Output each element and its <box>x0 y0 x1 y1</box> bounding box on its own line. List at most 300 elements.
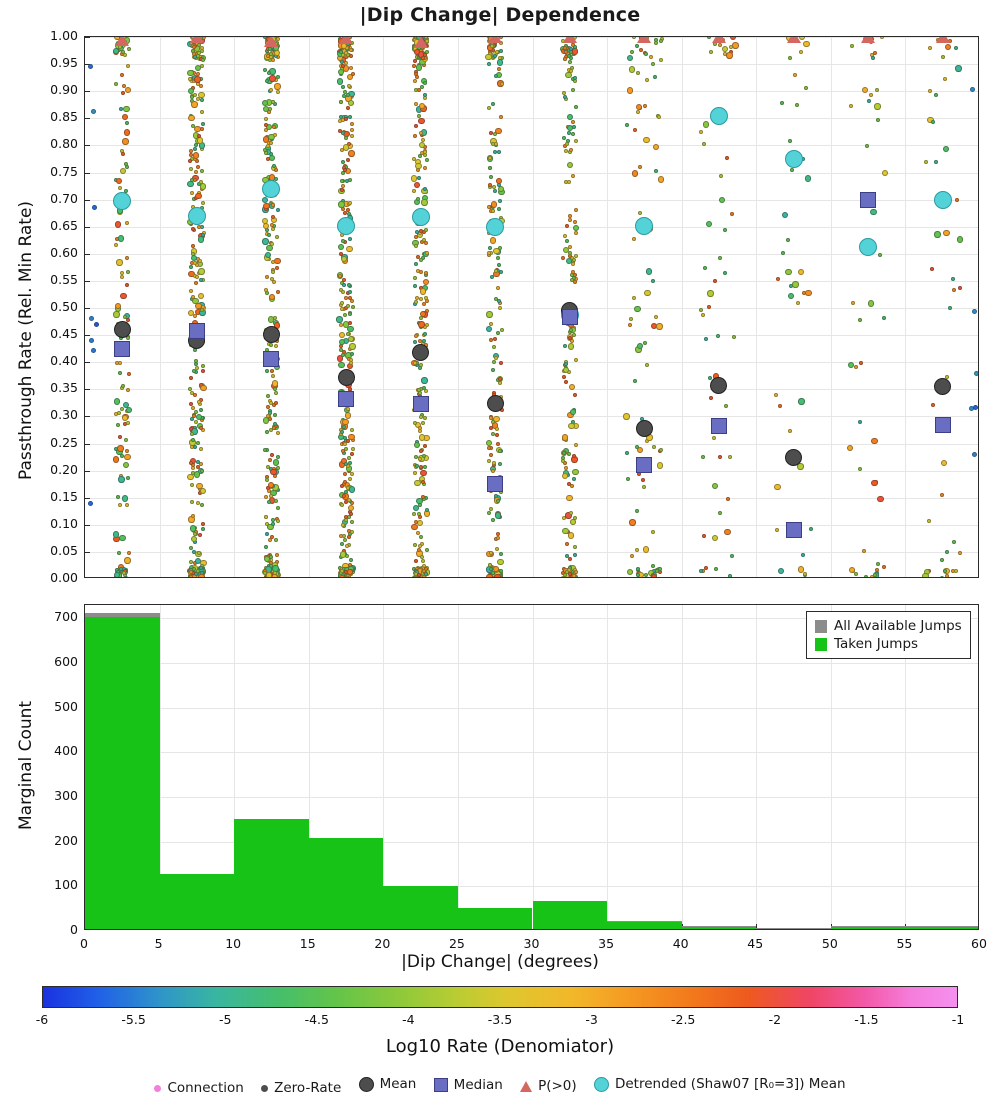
connection-point <box>116 495 120 499</box>
legend-item-median <box>434 1077 503 1093</box>
connection-point <box>269 428 273 432</box>
connection-point <box>632 237 636 241</box>
connection-point <box>489 175 493 179</box>
connection-point <box>346 158 350 162</box>
connection-point <box>126 421 130 425</box>
connection-point <box>572 454 576 458</box>
connection-point <box>729 45 733 49</box>
connection-point <box>877 496 883 502</box>
connection-point <box>193 152 199 158</box>
connection-point <box>571 262 575 266</box>
connection-point <box>194 76 200 82</box>
y-tick-label: 0.70 <box>50 190 78 206</box>
tick-mark <box>85 335 90 336</box>
connection-point <box>561 256 565 260</box>
connection-point <box>349 54 353 58</box>
connection-point <box>341 449 345 453</box>
connection-point <box>269 88 273 92</box>
connection-point <box>573 553 577 557</box>
y-tick-label: 100 <box>54 877 78 893</box>
connection-point <box>716 334 720 338</box>
connection-point <box>267 500 271 504</box>
connection-point <box>714 567 718 571</box>
connection-point <box>571 174 575 178</box>
connection-point <box>273 133 277 137</box>
connection-point <box>726 52 732 58</box>
connection-point <box>496 178 502 184</box>
connection-point <box>423 444 427 448</box>
gridline <box>85 708 978 709</box>
median-marker <box>189 323 205 339</box>
connection-point <box>565 142 569 146</box>
connection-point <box>799 50 803 54</box>
connection-point <box>200 110 204 114</box>
connection-point <box>972 309 977 314</box>
connection-point <box>198 92 204 98</box>
connection-point <box>418 429 422 433</box>
p-gt0-marker <box>936 36 950 43</box>
gridline <box>905 37 906 577</box>
connection-point <box>124 129 130 135</box>
detrended-mean-marker <box>412 208 430 226</box>
connection-point <box>349 343 355 349</box>
legend-item-mean <box>359 1076 417 1092</box>
connection-point <box>189 289 193 293</box>
connection-point <box>414 124 418 128</box>
connection-point <box>571 88 575 92</box>
connection-point <box>423 416 427 420</box>
connection-point <box>788 56 792 60</box>
connection-point <box>91 348 96 353</box>
x-tick-label: 30 <box>523 936 540 951</box>
connection-point <box>348 321 352 325</box>
connection-point <box>194 577 198 578</box>
connection-point <box>637 343 643 349</box>
connection-point <box>418 118 424 124</box>
gridline <box>85 389 978 390</box>
connection-point <box>485 54 491 60</box>
connection-point <box>574 254 578 258</box>
connection-point <box>263 203 269 209</box>
connection-point <box>418 321 424 327</box>
connection-point <box>495 433 499 437</box>
connection-point <box>417 176 421 180</box>
connection-point <box>116 423 120 427</box>
connection-point <box>413 59 417 63</box>
connection-point <box>638 165 642 169</box>
connection-point <box>349 66 353 70</box>
connection-point <box>115 361 119 365</box>
connection-point <box>113 531 119 537</box>
connection-point <box>413 79 417 83</box>
connection-point <box>656 323 662 329</box>
connection-point <box>196 441 200 445</box>
scatter-y-axis-label: Passthrough Rate (Rel. Min Rate) <box>16 200 36 480</box>
connection-point <box>190 191 194 195</box>
connection-point <box>423 465 427 469</box>
gridline <box>533 605 534 929</box>
connection-point <box>645 363 649 367</box>
connection-point <box>948 306 952 310</box>
connection-point <box>492 345 496 349</box>
connection-point <box>346 304 350 308</box>
connection-point <box>635 548 639 552</box>
connection-point <box>972 452 977 457</box>
connection-point <box>423 279 429 285</box>
connection-point <box>125 256 129 260</box>
connection-point <box>653 144 659 150</box>
connection-point <box>778 568 784 574</box>
connection-point <box>413 134 417 138</box>
connection-point <box>271 100 275 104</box>
y-tick-label: 1.00 <box>50 28 78 43</box>
connection-point <box>421 377 427 383</box>
connection-point <box>493 189 497 193</box>
connection-point <box>341 239 345 243</box>
connection-point <box>343 442 347 446</box>
connection-point <box>945 574 949 578</box>
connection-point <box>269 75 275 81</box>
connection-point <box>349 558 353 562</box>
y-tick-label: 500 <box>54 698 78 714</box>
connection-point <box>780 101 784 105</box>
connection-point <box>193 55 197 59</box>
connection-point <box>419 535 423 539</box>
colorbar-tick-label: -1.5 <box>854 1012 879 1027</box>
connection-point <box>117 551 121 555</box>
connection-point <box>954 569 958 573</box>
connection-point <box>703 266 707 270</box>
connection-point <box>340 569 344 573</box>
connection-point <box>268 538 272 542</box>
connection-point <box>424 228 428 232</box>
gridline <box>85 663 978 664</box>
gridline <box>85 308 978 309</box>
connection-point <box>703 121 709 127</box>
mean-marker <box>710 377 727 394</box>
connection-point <box>119 107 123 111</box>
connection-point <box>189 376 193 380</box>
connection-point <box>487 459 491 463</box>
connection-point <box>497 67 501 71</box>
connection-point <box>193 147 197 151</box>
connection-point <box>412 512 416 516</box>
connection-point <box>421 559 425 563</box>
connection-point <box>635 445 639 449</box>
detrended-mean-marker <box>635 217 653 235</box>
legend-label: Detrended (Shaw07 [R₀=3]) Mean <box>614 1076 846 1092</box>
connection-point <box>796 301 800 305</box>
connection-point <box>264 117 268 121</box>
bar-taken-jumps <box>234 819 309 930</box>
connection-point <box>870 575 874 578</box>
connection-point <box>262 238 268 244</box>
colorbar-tick-label: -3.5 <box>487 1012 513 1027</box>
connection-point <box>264 128 268 132</box>
connection-point <box>266 405 270 409</box>
connection-point <box>336 316 342 322</box>
gridline <box>756 37 757 577</box>
y-tick-label: 0.80 <box>50 136 78 152</box>
connection-point <box>123 462 129 468</box>
connection-point <box>498 449 502 453</box>
connection-point <box>850 44 854 48</box>
connection-point <box>869 93 873 97</box>
gridline <box>682 605 683 929</box>
gridline <box>85 525 978 526</box>
connection-point <box>651 530 655 534</box>
connection-point <box>865 144 869 148</box>
legend-item-detrended <box>594 1076 846 1092</box>
connection-point <box>643 546 649 552</box>
connection-point <box>194 420 198 424</box>
connection-point <box>563 234 567 238</box>
colorbar-tick-label: -4 <box>402 1012 415 1027</box>
connection-point <box>118 235 124 241</box>
mean-marker <box>114 321 131 338</box>
connection-point <box>563 95 567 99</box>
connection-point <box>566 495 572 501</box>
x-tick-label: 45 <box>747 936 764 951</box>
connection-point <box>269 401 273 405</box>
connection-point <box>882 565 886 569</box>
connection-point <box>943 146 949 152</box>
y-tick-label: 0.45 <box>50 326 78 342</box>
connection-point <box>192 369 196 373</box>
connection-point <box>417 573 421 577</box>
connection-point <box>113 456 119 462</box>
connection-point <box>651 574 657 578</box>
connection-point <box>189 167 193 171</box>
connection-point <box>724 529 730 535</box>
connection-point <box>201 201 205 205</box>
connection-point <box>190 500 194 504</box>
tick-mark <box>85 200 90 201</box>
connection-point <box>802 577 806 578</box>
connection-point <box>653 75 657 79</box>
connection-point <box>200 127 204 131</box>
connection-point <box>275 266 279 270</box>
connection-point <box>265 369 269 373</box>
connection-point <box>803 41 809 47</box>
connection-point <box>200 64 204 68</box>
connection-point <box>699 130 703 134</box>
connection-point <box>268 458 272 462</box>
connection-point <box>414 442 420 448</box>
y-tick-label: 0.15 <box>50 488 78 504</box>
y-tick-label: 0.40 <box>50 353 78 369</box>
connection-point <box>347 456 351 460</box>
bar-taken-jumps <box>383 886 458 930</box>
connection-point <box>199 447 203 451</box>
connection-point <box>414 182 420 188</box>
connection-point <box>263 106 269 112</box>
connection-point <box>200 469 204 473</box>
connection-point <box>632 36 636 39</box>
connection-point <box>266 572 272 578</box>
x-tick-label: 35 <box>598 936 615 951</box>
p-gt0-marker <box>339 36 353 44</box>
connection-point <box>267 71 271 75</box>
connection-point <box>565 239 569 243</box>
y-tick-label: 0.55 <box>50 271 78 287</box>
connection-point <box>420 85 424 89</box>
mean-marker <box>412 344 429 361</box>
legend-label: Mean <box>379 1076 417 1092</box>
connection-point <box>573 220 577 224</box>
connection-point <box>339 339 345 345</box>
connection-point <box>197 134 201 138</box>
connection-point <box>423 187 427 191</box>
connection-point <box>340 551 346 557</box>
connection-point <box>125 121 129 125</box>
connection-point <box>792 281 798 287</box>
connection-point <box>712 535 718 541</box>
connection-point <box>574 139 578 143</box>
connection-point <box>499 270 503 274</box>
connection-point <box>564 180 568 184</box>
connection-point <box>712 483 718 489</box>
connection-point <box>973 405 978 410</box>
gridline <box>85 416 978 417</box>
connection-point <box>730 212 734 216</box>
connection-point <box>931 403 935 407</box>
connection-point <box>343 313 347 317</box>
connection-point <box>785 269 791 275</box>
y-tick-label: 0.30 <box>50 407 78 423</box>
connection-point <box>880 36 884 39</box>
connection-point <box>419 229 423 233</box>
connection-point <box>945 550 949 554</box>
tick-mark <box>85 281 90 282</box>
connection-point <box>870 209 876 215</box>
colorbar-label: Log10 Rate (Denomiator) <box>385 1036 615 1057</box>
connection-point <box>422 339 426 343</box>
connection-point <box>943 77 947 81</box>
connection-point <box>704 566 708 570</box>
connection-point <box>346 106 350 110</box>
connection-point <box>200 183 206 189</box>
connection-point <box>188 159 192 163</box>
connection-point <box>951 277 955 281</box>
connection-point <box>270 369 274 373</box>
connection-point <box>124 454 130 460</box>
connection-point <box>627 87 633 93</box>
tick-mark <box>85 308 90 309</box>
connection-point <box>629 519 635 525</box>
connection-point <box>875 88 879 92</box>
connection-point <box>634 306 640 312</box>
connection-point <box>419 270 423 274</box>
connection-point <box>573 545 577 549</box>
bar-taken-jumps <box>309 838 384 930</box>
connection-point <box>201 369 205 373</box>
colorbar-tick-label: -1 <box>951 1012 965 1027</box>
connection-point <box>499 361 503 365</box>
connection-point <box>340 430 344 434</box>
square-icon <box>434 1078 448 1092</box>
connection-point <box>798 398 804 404</box>
tick-mark <box>85 37 90 38</box>
bar-taken-jumps <box>682 927 757 930</box>
connection-point <box>573 393 577 397</box>
connection-point <box>423 150 427 154</box>
connection-point <box>339 323 343 327</box>
connection-point <box>934 160 938 164</box>
p-gt0-marker <box>115 36 129 46</box>
connection-point <box>718 511 722 515</box>
connection-point <box>498 306 502 310</box>
connection-point <box>486 326 492 332</box>
connection-point <box>488 246 492 250</box>
mean-marker <box>263 326 280 343</box>
detrended-mean-marker <box>188 207 206 225</box>
connection-point <box>419 449 423 453</box>
gridline <box>160 37 161 577</box>
connection-point <box>934 231 940 237</box>
connection-point <box>867 99 871 103</box>
connection-point <box>571 120 575 124</box>
y-tick-label: 200 <box>54 832 78 848</box>
connection-point <box>497 559 503 565</box>
connection-point <box>350 452 354 456</box>
histogram-y-axis-label: Marginal Count <box>16 700 36 830</box>
legend-item <box>815 617 962 635</box>
connection-point <box>871 438 877 444</box>
connection-point <box>958 551 962 555</box>
connection-point <box>642 485 646 489</box>
connection-point <box>350 352 354 356</box>
connection-point <box>724 404 728 408</box>
connection-point <box>498 377 502 381</box>
connection-point <box>348 505 354 511</box>
all-jumps-swatch <box>815 620 827 633</box>
connection-point <box>633 379 637 383</box>
connection-point <box>264 123 268 127</box>
p-gt0-marker <box>190 36 204 43</box>
connection-point <box>266 157 270 161</box>
connection-point <box>340 188 344 192</box>
connection-point <box>659 58 663 62</box>
connection-point <box>495 50 499 54</box>
connection-point <box>851 301 855 305</box>
connection-point <box>487 446 491 450</box>
connection-point <box>348 150 354 156</box>
connection-point <box>871 56 875 60</box>
connection-point <box>416 197 420 201</box>
connection-point <box>732 42 738 48</box>
connection-point <box>276 519 280 523</box>
connection-point <box>570 484 574 488</box>
connection-point <box>563 344 567 348</box>
connection-point <box>847 445 853 451</box>
connection-point <box>701 455 705 459</box>
connection-point <box>350 299 354 303</box>
connection-point <box>422 575 426 578</box>
connection-point <box>274 168 278 172</box>
connection-point <box>338 69 344 75</box>
connection-point <box>638 211 642 215</box>
connection-point <box>348 312 352 316</box>
connection-point <box>196 72 200 76</box>
connection-point <box>188 115 194 121</box>
bar-taken-jumps <box>607 922 682 930</box>
connection-point <box>496 256 500 260</box>
y-tick-label: 0.05 <box>50 542 78 558</box>
connection-point <box>487 106 491 110</box>
connection-point <box>265 532 269 536</box>
connection-point <box>569 69 573 73</box>
